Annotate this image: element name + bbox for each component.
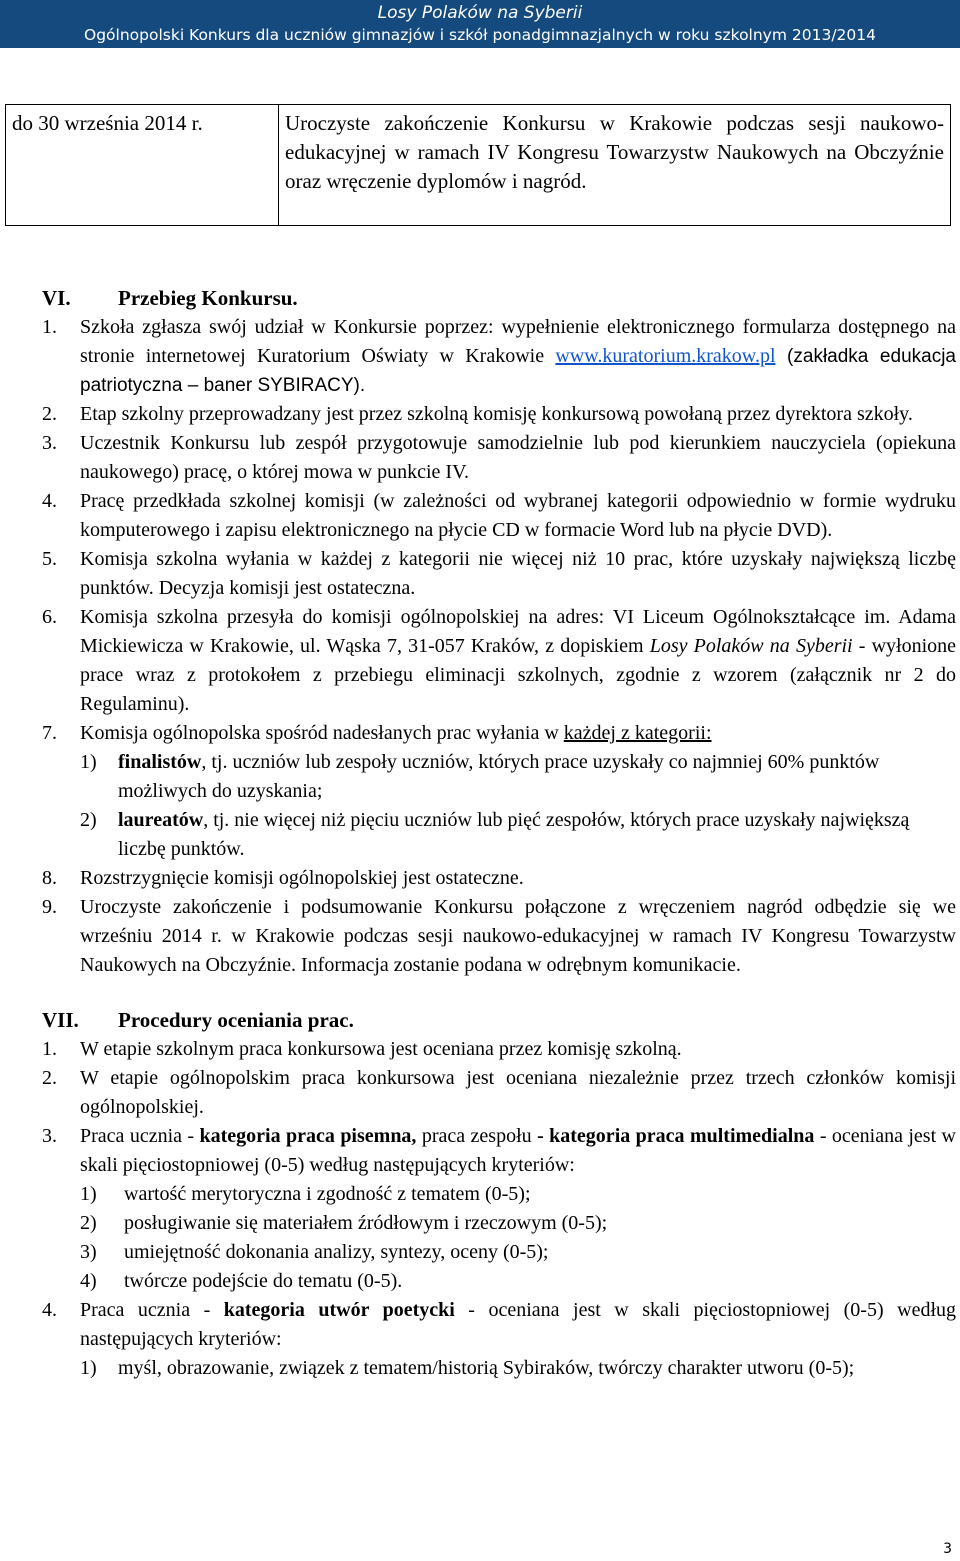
section-title: Procedury oceniania prac.: [118, 1008, 354, 1032]
item-text-part: - wyłonione prace wraz z protokołem z przebiegu eliminacji szkolnych, zgodnie z wzorem (załącznik nr 2 do Regulaminu).: [80, 635, 957, 715]
item-text: [80, 1122, 956, 1180]
section-number: VII.: [42, 1008, 79, 1032]
item-number: 4.: [42, 490, 57, 512]
sub-list-item: [80, 1354, 956, 1383]
item-text: W etapie szkolnym praca konkursowa jest oceniana przez komisję szkolną.: [80, 1038, 682, 1060]
list-item: [42, 864, 956, 893]
section-heading-vi: [42, 284, 956, 313]
item-number: 6.: [42, 606, 57, 628]
document-body: [42, 284, 956, 1383]
contest-name-italic: Losy Polaków na Syberii: [649, 635, 853, 657]
list-item: [42, 487, 956, 545]
item-text: Uroczyste zakończenie i podsumowanie Konkursu połączone z wręczeniem nagród odbędzie się we wrześniu 2014 r. w Krakowie podczas sesji naukowo-edukacyjnej w ramach IV Kongresu Towarzystw Naukowych na Obczyźnie. Informacja zostanie podana w odrębnym komunikacie.: [80, 896, 956, 976]
item-text: Komisja szkolna wyłania w każdej z kategorii nie więcej niż 10 prac, które uzyskały największą liczbę punktów. Decyzja komisji jest ostateczna.: [80, 548, 956, 599]
item-number: 2.: [42, 403, 57, 425]
bold-term: - kategoria praca multimedialna: [537, 1125, 815, 1147]
list-item: [42, 893, 956, 980]
item-text-part: praca zespołu: [416, 1125, 538, 1147]
sub-item-number: 1): [80, 751, 97, 773]
item-text-part: (zakładka edukacja patriotyczna – baner SYBIRACY).: [80, 346, 956, 396]
sub-item-number: 3): [80, 1241, 97, 1263]
item-number: 1.: [42, 316, 57, 338]
schedule-table: [5, 104, 951, 226]
sub-list-item: [80, 1180, 956, 1209]
list-item: [42, 1122, 956, 1180]
section-heading-vii: [42, 1006, 956, 1035]
item-number: 9.: [42, 896, 57, 918]
sub-item-text: umiejętność dokonania analizy, syntezy, oceny (0-5);: [124, 1241, 549, 1263]
list-item: [42, 1296, 956, 1354]
sub-item-text: posługiwanie się materiałem źródłowym i rzeczowym (0-5);: [124, 1212, 608, 1234]
item-text: Pracę przedkłada szkolnej komisji (w zależności od wybranej kategorii odpowiednio w formie wydruku komputerowego i zapisu elektronicznego na płycie CD w formacie Word lub na płycie DVD).: [80, 490, 956, 541]
document-header: [0, 0, 960, 48]
schedule-description-cell: Uroczyste zakończenie Konkursu w Krakowie podczas sesji naukowo-edukacyjnej w ramach IV Kongresu Towarzystw Naukowych na Obczyźnie oraz wręczenie dyplomów i nagród.: [279, 105, 951, 226]
item-text-part: Szkoła zgłasza swój udział w Konkursie poprzez: wypełnienie elektronicznego formularza dostępnego na stronie internetowej Kuratorium Oświaty w Krakowie: [80, 316, 956, 367]
bold-term: finalistów: [118, 751, 202, 773]
item-number: 8.: [42, 867, 57, 889]
item-number: 2.: [42, 1067, 57, 1089]
list-item: [42, 545, 956, 603]
item-number: 4.: [42, 1299, 57, 1321]
list-item: [42, 719, 956, 748]
sub-item-number: 1): [80, 1357, 97, 1379]
item-text-part: Komisja szkolna przesyła do komisji ogólnopolskiej na adres: VI Liceum Ogólnokształcące im. Adama Mickiewicza w Krakowie, ul. Wąska 7, 31-057 Kraków, z dopiskiem: [80, 606, 956, 657]
item-text: [80, 719, 956, 748]
sub-item-number: 4): [80, 1270, 97, 1292]
sub-list-item: [80, 1238, 956, 1267]
underlined-text: każdej z kategorii:: [563, 722, 712, 744]
kuratorium-link[interactable]: www.kuratorium.krakow.pl: [555, 345, 776, 367]
item-text: W etapie ogólnopolskim praca konkursowa jest oceniana niezależnie przez trzech członków komisji ogólnopolskiej.: [80, 1067, 956, 1118]
sub-item-text: myśl, obrazowanie, związek z tematem/historią Sybiraków, twórczy charakter utworu (0-5);: [118, 1357, 855, 1379]
bold-term: kategoria utwór poetycki: [223, 1299, 455, 1321]
bold-term: kategoria praca pisemna,: [199, 1125, 417, 1147]
section-title: Przebieg Konkursu.: [118, 286, 298, 310]
item-number: 3.: [42, 432, 57, 454]
list-item: [42, 400, 956, 429]
item-text: [80, 1296, 956, 1354]
list-item: [42, 313, 956, 400]
list-item: [42, 1064, 956, 1122]
list-item: [42, 429, 956, 487]
item-number: 1.: [42, 1038, 57, 1060]
item-text-part: Praca ucznia -: [80, 1299, 224, 1321]
item-text-part: - oceniana jest w skali pięciostopniowej (0-5) według następujących kryteriów:: [80, 1299, 956, 1350]
bold-term: laureatów: [118, 809, 204, 831]
item-text-part: , tj. nie więcej niż pięciu uczniów lub pięć zespołów, których prace uzyskały największą liczbę punktów.: [118, 809, 910, 860]
sub-item-number: 2): [80, 809, 97, 831]
page-number: 3: [943, 1541, 952, 1557]
sub-list-item: [80, 1267, 956, 1296]
section-number: VI.: [42, 286, 71, 310]
header-subtitle: Ogólnopolski Konkurs dla uczniów gimnazjów i szkół ponadgimnazjalnych w roku szkolnym 2013/2014: [84, 26, 876, 44]
sub-item-number: 1): [80, 1183, 97, 1205]
item-text: Rozstrzygnięcie komisji ogólnopolskiej jest ostateczne.: [80, 867, 524, 889]
list-item: [42, 603, 956, 719]
sub-list-item: [80, 806, 956, 864]
sub-list-item: [80, 1209, 956, 1238]
schedule-date-cell: do 30 września 2014 r.: [6, 105, 279, 226]
item-text-part: Praca ucznia -: [80, 1125, 200, 1147]
sub-item-text: wartość merytoryczna i zgodność z tematem (0-5);: [124, 1183, 531, 1205]
item-text-part: - oceniana jest w skali pięciostopniowej (0-5) według następujących kryteriów:: [80, 1125, 957, 1176]
item-text: Uczestnik Konkursu lub zespół przygotowuje samodzielnie lub pod kierunkiem nauczyciela (opiekuna naukowego) pracę, o której mowa w punkcie IV.: [80, 432, 956, 483]
item-number: 3.: [42, 1125, 57, 1147]
sub-item-text: [118, 748, 956, 806]
item-number: 5.: [42, 548, 57, 570]
sub-list-item: [80, 748, 956, 806]
item-text: Etap szkolny przeprowadzany jest przez szkolną komisję konkursową powołaną przez dyrektora szkoły.: [80, 403, 913, 425]
sub-item-text: twórcze podejście do tematu (0-5).: [124, 1270, 403, 1292]
header-title: Losy Polaków na Syberii: [377, 3, 583, 23]
sub-item-number: 2): [80, 1212, 97, 1234]
table-row: [6, 105, 951, 226]
list-item: [42, 1035, 956, 1064]
item-number: 7.: [42, 722, 57, 744]
item-text-part: Komisja ogólnopolska spośród nadesłanych prac wyłania w: [80, 722, 564, 744]
spacer: [42, 980, 956, 1006]
sub-item-text: [118, 806, 956, 864]
item-text: [80, 313, 956, 400]
item-text-part: , tj. uczniów lub zespoły uczniów, których prace uzyskały co najmniej 60% punktów możliwych do uzyskania;: [118, 751, 880, 802]
item-text: [80, 603, 956, 719]
